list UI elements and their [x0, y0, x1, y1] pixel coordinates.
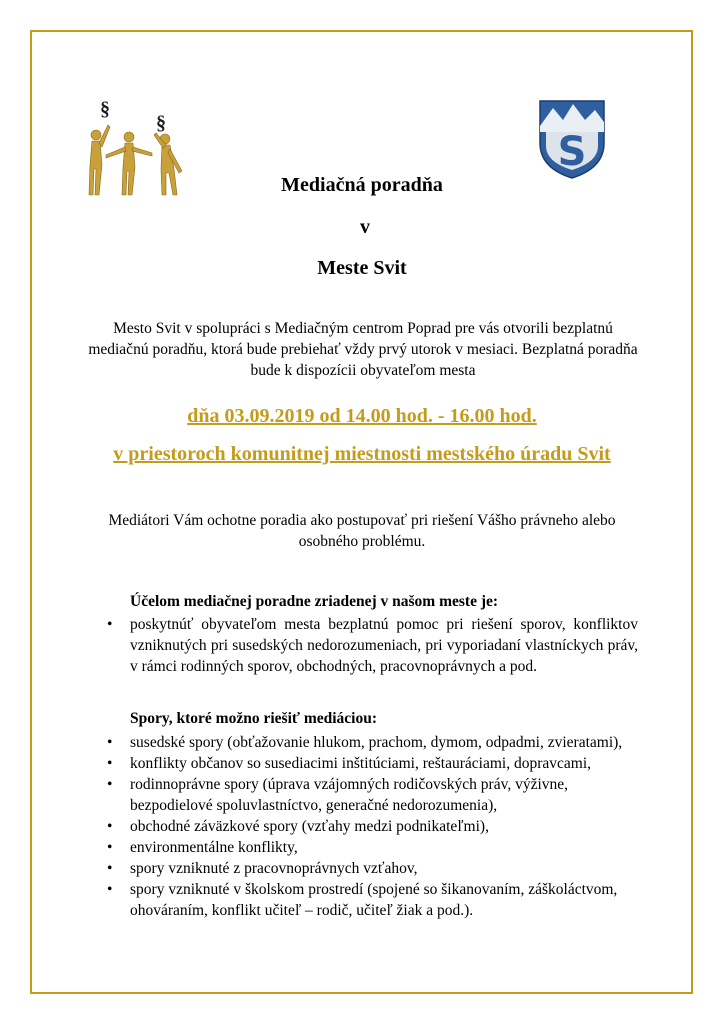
list-item: • spory vzniknuté z pracovnoprávnych vzťahov,: [105, 858, 638, 879]
place-line: v priestoroch komunitnej miestnosti mestského úradu Svit: [113, 443, 611, 465]
list-item: • obchodné záväzkové spory (vzťahy medzi podnikateľmi),: [105, 816, 638, 837]
date-line: dňa 03.09.2019 od 14.00 hod. - 16.00 hod.: [187, 405, 537, 427]
svit-coat-of-arms-icon: [537, 98, 607, 180]
purpose-heading: Účelom mediačnej poradne zriadenej v našom meste je:: [130, 593, 499, 610]
list-item: • rodinnoprávne spory (úprava vzájomných rodičovských práv, výživne, bezpodielové spoluvlastníctvo, generačné nedorozumenia),: [105, 774, 638, 816]
list-item: • poskytnúť obyvateľom mesta bezplatnú pomoc pri riešení sporov, konfliktov vzniknutých pri susedských nedorozumeniach, pri vyporiadaní vlastníckych práv, v rámci rodinných sporov, obchodných, pracovnoprávnych a pod.: [105, 614, 638, 677]
disputes-heading: Spory, ktoré možno riešiť mediáciou:: [130, 710, 378, 727]
intro-paragraph: Mesto Svit v spolupráci s Mediačným centrom Poprad pre vás otvorili bezplatnú mediačnú poradňu, ktorá bude prebiehať vždy prvý utorok v mesiaci. Bezplatná poradňa bude k dispozícii obyvateľom mesta: [88, 320, 638, 379]
list-item: • konflikty občanov so susediacimi inštitúciami, reštauráciami, dopravcami,: [105, 753, 638, 774]
purpose-list: [105, 614, 638, 677]
disputes-list: [105, 732, 638, 921]
list-item: • environmentálne konflikty,: [105, 837, 638, 858]
page-title-line1: Mediačná poradňa: [281, 174, 443, 196]
list-item: • susedské spory (obťažovanie hlukom, prachom, dymom, odpadmi, zvieratami),: [105, 732, 638, 753]
page-title-line3: Meste Svit: [317, 257, 407, 279]
mediators-paragraph: Mediátori Vám ochotne poradia ako postupovať pri riešení Vášho právneho alebo osobného problému.: [108, 512, 616, 550]
section-sign-right: §: [156, 112, 166, 134]
page-title-line2: v: [360, 216, 370, 238]
section-sign-left: §: [100, 98, 110, 120]
crest-letter: S: [557, 129, 587, 175]
list-item: • spory vzniknuté v školskom prostredí (spojené so šikanovaním, záškoláctvom, ohováraním, konflikt učiteľ – rodič, učiteľ žiak a pod.).: [105, 879, 638, 921]
